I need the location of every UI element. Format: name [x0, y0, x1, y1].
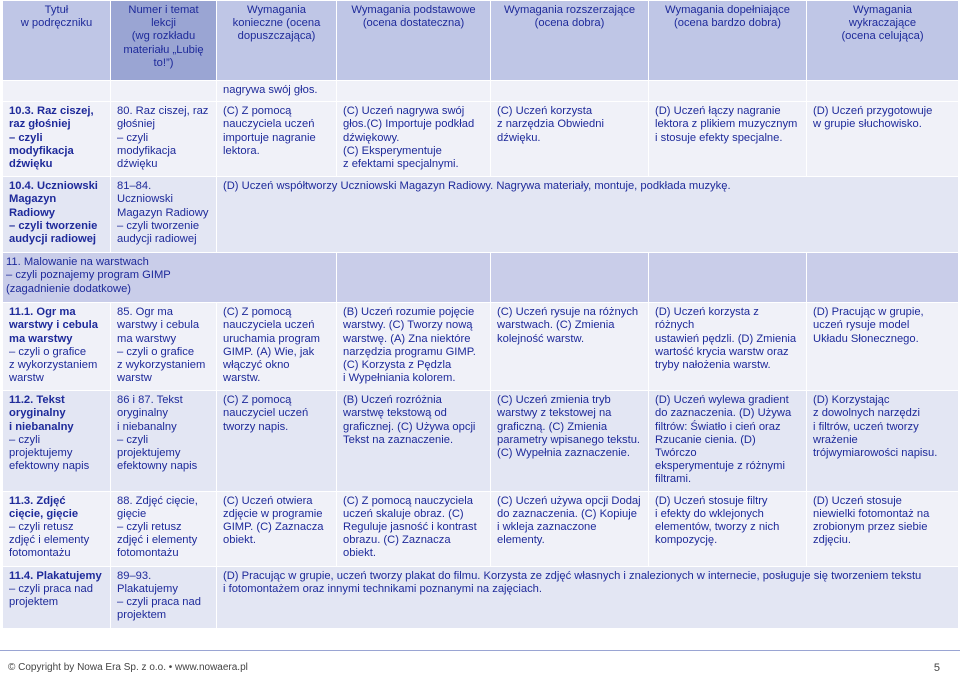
- cell-complementary: (D) Uczeń łączy nagranie lektora z plikiem muzycznym i stosuje efekty specjalne.: [649, 102, 807, 177]
- cell-beyond: (D) Korzystając z dowolnych narzędzi i filtrów, uczeń tworzy wrażenie trójwymiarowości napisu.: [807, 391, 959, 491]
- section-heading-row: [3, 253, 959, 303]
- cell-title: 11.1. Ogr ma warstwy i cebula ma warstwy – czyli o grafice z wykorzystaniem warstw: [3, 303, 111, 391]
- table-row: [3, 303, 959, 391]
- table-row: [3, 81, 959, 102]
- cell-basic: (C) Z pomocą nauczyciela uczeń skaluje obraz. (C) Reguluje jasność i kontrast obrazu. (C) Zaznacza obiekt.: [337, 491, 491, 566]
- header-lesson-number: Numer i temat lekcji (wg rozkładu materiału „Lubię to!”): [111, 1, 217, 81]
- cell-title: 11.3. Zdjęć cięcie, gięcie – czyli retusz zdjęć i elementy fotomontażu: [3, 491, 111, 566]
- cell-basic: (B) Uczeń rozumie pojęcie warstwy. (C) Tworzy nową warstwę. (A) Zna niektóre narzędzia programu GIMP. (C) Korzysta z Pędzla i Wypełniania kolorem.: [337, 303, 491, 391]
- cell-lesson: 88. Zdjęć cięcie, gięcie – czyli retusz zdjęć i elementy fotomontażu: [111, 491, 217, 566]
- cell-title: 11.4. Plakatujemy – czyli praca nad projektem: [3, 566, 111, 628]
- cell-extended: (C) Uczeń rysuje na różnych warstwach. (C) Zmienia kolejność warstw.: [491, 303, 649, 391]
- section-title: 11. Malowanie na warstwach – czyli poznajemy program GIMP (zagadnienie dodatkowe): [3, 253, 337, 303]
- requirements-table: [2, 0, 959, 629]
- cell-extended: (C) Uczeń korzysta z narzędzia Obwiedni dźwięku.: [491, 102, 649, 177]
- header-complementary: Wymagania dopełniające (ocena bardzo dobra): [649, 1, 807, 81]
- header-extended: Wymagania rozszerzające (ocena dobra): [491, 1, 649, 81]
- cell-merged-requirements: (D) Pracując w grupie, uczeń tworzy plakat do filmu. Korzysta ze zdjęć własnych i znalezionych w internecie, posługuje się tworzeniem tekstu i fotomontażem oraz innymi technikami poznanymi na zajęciach.: [217, 566, 959, 628]
- cell-lesson: 81–84. Uczniowski Magazyn Radiowy – czyli tworzenie audycji radiowej: [111, 177, 217, 253]
- cell-basic: (C) Uczeń nagrywa swój głos.(C) Importuje podkład dźwiękowy. (C) Eksperymentuje z efektami specjalnymi.: [337, 102, 491, 177]
- cell-lesson: 80. Raz ciszej, raz głośniej – czyli modyfikacja dźwięku: [111, 102, 217, 177]
- cell-lesson: 86 i 87. Tekst oryginalny i niebanalny – czyli projektujemy efektowny napis: [111, 391, 217, 491]
- header-basic: Wymagania podstawowe (ocena dostateczna): [337, 1, 491, 81]
- cell-extended: (C) Uczeń używa opcji Dodaj do zaznaczenia. (C) Kopiuje i wkleja zaznaczone elementy.: [491, 491, 649, 566]
- cell-complementary: (D) Uczeń korzysta z różnych ustawień pędzli. (D) Zmienia wartość krycia warstw oraz tryby nałożenia warstw.: [649, 303, 807, 391]
- header-title-in-textbook: Tytuł w podręczniku: [3, 1, 111, 81]
- table-row: [3, 566, 959, 628]
- cell-title: 11.2. Tekst oryginalny i niebanalny – czyli projektujemy efektowny napis: [3, 391, 111, 491]
- cell-beyond: (D) Uczeń przygotowuje w grupie słuchowisko.: [807, 102, 959, 177]
- cell-basic: (B) Uczeń rozróżnia warstwę tekstową od graficznej. (C) Używa opcji Tekst na zaznaczenie.: [337, 391, 491, 491]
- cell-lesson: 89–93. Plakatujemy – czyli praca nad projektem: [111, 566, 217, 628]
- footer-divider: [0, 650, 960, 651]
- page-number: 5: [933, 662, 940, 674]
- table-row: [3, 391, 959, 491]
- header-beyond: Wymagania wykraczające (ocena celująca): [807, 1, 959, 81]
- cell-beyond: (D) Uczeń stosuje niewielki fotomontaż na zrobionym przez siebie zdjęciu.: [807, 491, 959, 566]
- cell-required: (C) Z pomocą nauczyciela uczeń uruchamia program GIMP. (A) Wie, jak włączyć okno warstw.: [217, 303, 337, 391]
- cell-merged-requirements: (D) Uczeń współtworzy Uczniowski Magazyn Radiowy. Nagrywa materiały, montuje, podkłada muzykę.: [217, 177, 959, 253]
- cell-beyond: (D) Pracując w grupie, uczeń rysuje model Układu Słonecznego.: [807, 303, 959, 391]
- cell-title: 10.4. Uczniowski Magazyn Radiowy – czyli tworzenie audycji radiowej: [3, 177, 111, 253]
- table-header-row: [3, 1, 959, 81]
- cell-required: nagrywa swój głos.: [217, 81, 337, 102]
- cell-required: (C) Z pomocą nauczyciel uczeń tworzy napis.: [217, 391, 337, 491]
- table-row: [3, 177, 959, 253]
- cell-required: (C) Uczeń otwiera zdjęcie w programie GIMP. (C) Zaznacza obiekt.: [217, 491, 337, 566]
- footer-copyright: © Copyright by Nowa Era Sp. z o.o. • www.nowaera.pl: [8, 662, 248, 673]
- cell-complementary: (D) Uczeń wylewa gradient do zaznaczenia. (D) Używa filtrów: Światło i cień oraz Rzucanie cienia. (D) Twórczo eksperymentuje z różnymi filtrami.: [649, 391, 807, 491]
- cell-complementary: (D) Uczeń stosuje filtry i efekty do wklejonych elementów, tworzy z nich kompozycję.: [649, 491, 807, 566]
- table-row: [3, 102, 959, 177]
- header-required: Wymagania konieczne (ocena dopuszczająca): [217, 1, 337, 81]
- cell-extended: (C) Uczeń zmienia tryb warstwy z tekstowej na graficzną. (C) Zmienia parametry wpisanego tekstu. (C) Wypełnia zaznaczenie.: [491, 391, 649, 491]
- table-row: [3, 491, 959, 566]
- cell-title: 10.3. Raz ciszej, raz głośniej – czyli modyfikacja dźwięku: [3, 102, 111, 177]
- cell-required: (C) Z pomocą nauczyciela uczeń importuje nagranie lektora.: [217, 102, 337, 177]
- cell-lesson: 85. Ogr ma warstwy i cebula ma warstwy – czyli o grafice z wykorzystaniem warstw: [111, 303, 217, 391]
